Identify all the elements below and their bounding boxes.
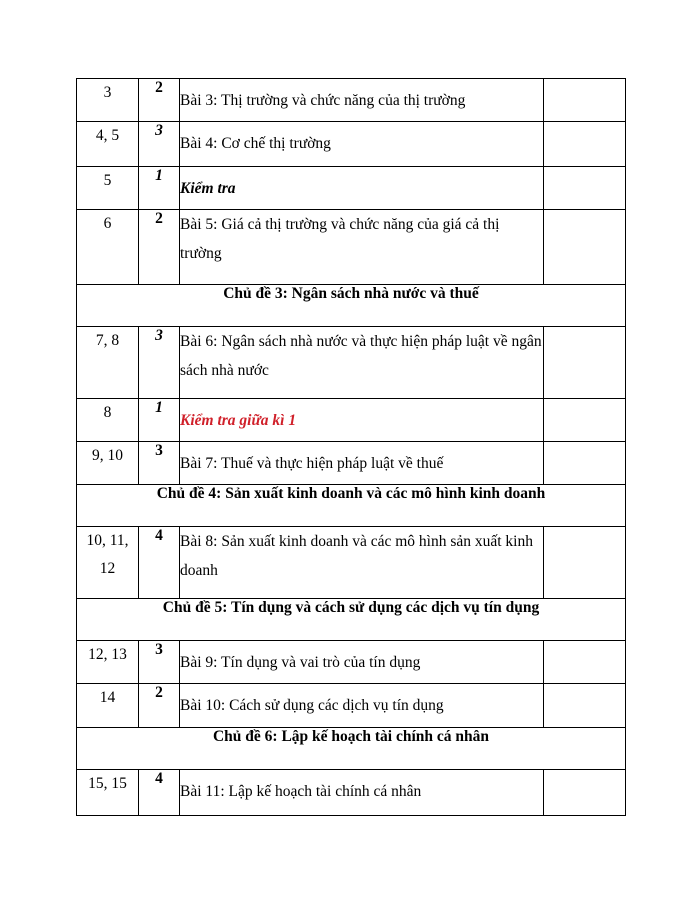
notes-cell	[544, 641, 626, 684]
notes-cell	[544, 79, 626, 122]
week-cell: 10, 11, 12	[77, 527, 139, 599]
periods-cell: 4	[139, 527, 180, 599]
table-row	[77, 79, 626, 122]
topic-heading: Chủ đề 5: Tín dụng và cách sử dụng các dịch vụ tín dụng	[77, 599, 626, 641]
topic-row	[77, 599, 626, 641]
table-row	[77, 210, 626, 285]
week-cell: 8	[77, 399, 139, 442]
lesson-cell: Bài 7: Thuế và thực hiện pháp luật về thuế	[180, 442, 544, 485]
table-row	[77, 122, 626, 167]
topic-row	[77, 728, 626, 770]
notes-cell	[544, 327, 626, 399]
topic-heading: Chủ đề 3: Ngân sách nhà nước và thuế	[77, 285, 626, 327]
periods-cell: 1	[139, 399, 180, 442]
lesson-cell: Bài 11: Lập kế hoạch tài chính cá nhân	[180, 770, 544, 816]
periods-cell: 3	[139, 641, 180, 684]
periods-cell: 2	[139, 79, 180, 122]
notes-cell	[544, 399, 626, 442]
periods-cell: 2	[139, 684, 180, 728]
notes-cell	[544, 684, 626, 728]
topic-heading: Chủ đề 6: Lập kế hoạch tài chính cá nhân	[77, 728, 626, 770]
lesson-cell: Bài 8: Sản xuất kinh doanh và các mô hình sản xuất kinh doanh	[180, 527, 544, 599]
table-row	[77, 527, 626, 599]
periods-cell: 4	[139, 770, 180, 816]
lesson-cell: Bài 10: Cách sử dụng các dịch vụ tín dụng	[180, 684, 544, 728]
table-row	[77, 442, 626, 485]
lesson-cell: Bài 3: Thị trường và chức năng của thị trường	[180, 79, 544, 122]
lesson-cell: Bài 5: Giá cả thị trường và chức năng của giá cả thị trường	[180, 210, 544, 285]
table-row	[77, 399, 626, 442]
midterm-exam-label: Kiểm tra giữa kì 1	[180, 412, 297, 429]
notes-cell	[544, 442, 626, 485]
lesson-plan-body	[77, 79, 626, 816]
notes-cell	[544, 527, 626, 599]
notes-cell	[544, 770, 626, 816]
periods-cell: 3	[139, 442, 180, 485]
week-cell: 5	[77, 167, 139, 210]
notes-cell	[544, 122, 626, 167]
notes-cell	[544, 210, 626, 285]
periods-cell: 3	[139, 327, 180, 399]
week-cell: 6	[77, 210, 139, 285]
periods-cell: 2	[139, 210, 180, 285]
week-cell: 15, 15	[77, 770, 139, 816]
periods-cell: 3	[139, 122, 180, 167]
table-row	[77, 167, 626, 210]
week-cell: 12, 13	[77, 641, 139, 684]
week-cell: 14	[77, 684, 139, 728]
lesson-cell: Bài 9: Tín dụng và vai trò của tín dụng	[180, 641, 544, 684]
exam-label: Kiểm tra	[180, 180, 236, 197]
week-cell: 9, 10	[77, 442, 139, 485]
table-row	[77, 641, 626, 684]
lesson-plan-table	[76, 78, 626, 816]
week-cell: 7, 8	[77, 327, 139, 399]
table-row	[77, 327, 626, 399]
topic-heading: Chủ đề 4: Sản xuất kinh doanh và các mô hình kinh doanh	[77, 485, 626, 527]
lesson-cell	[180, 399, 544, 442]
table-row	[77, 684, 626, 728]
notes-cell	[544, 167, 626, 210]
week-cell: 4, 5	[77, 122, 139, 167]
periods-cell: 1	[139, 167, 180, 210]
topic-row	[77, 485, 626, 527]
week-cell: 3	[77, 79, 139, 122]
lesson-cell	[180, 167, 544, 210]
table-row	[77, 770, 626, 816]
lesson-cell: Bài 6: Ngân sách nhà nước và thực hiện pháp luật về ngân sách nhà nước	[180, 327, 544, 399]
topic-row	[77, 285, 626, 327]
lesson-cell: Bài 4: Cơ chế thị trường	[180, 122, 544, 167]
